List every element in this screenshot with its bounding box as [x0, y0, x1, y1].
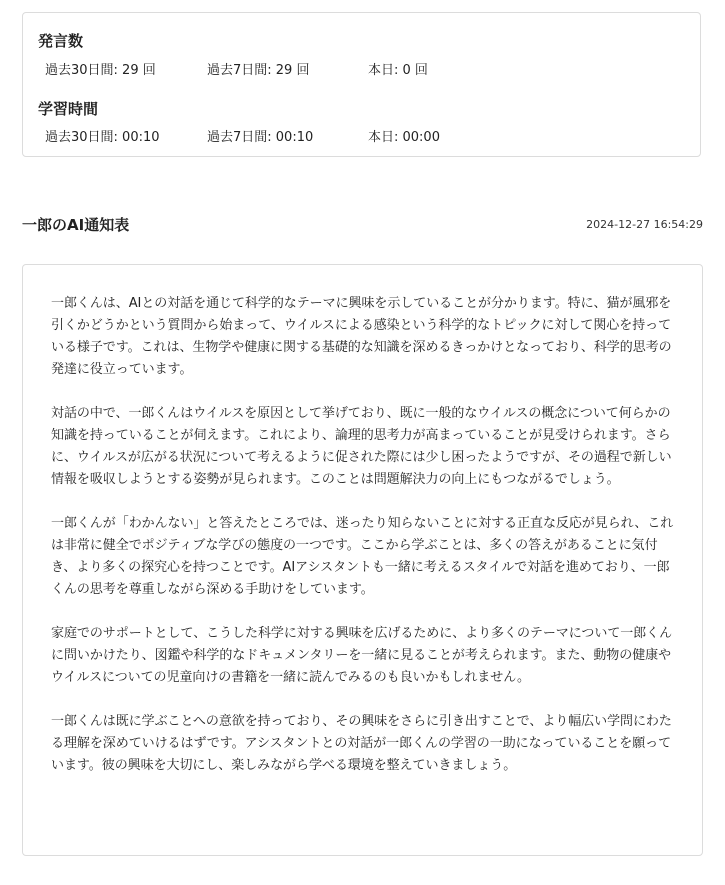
messages-title: 発言数 — [38, 32, 84, 50]
messages-stats-row — [45, 59, 685, 77]
report-paragraph: 家庭でのサポートとして、こうした科学に対する興味を広げるために、より多くのテーマについて一郎くんに問いかけたり、図鑑や科学的なドキュメンタリーを一緒に見ることが考えられます。また、動物の健康やウイルスについての児童向けの書籍を一緒に読んでみるのも良いかもしれません。 — [51, 626, 673, 685]
report-paragraph: 一郎くんが「わかんない」と答えたところでは、迷ったり知らないことに対する正直な反応が見られ、これは非常に健全でポジティブな学びの態度の一つです。ここから学ぶことは、多くの答えがあることに気付き、より多くの探究心を持つことです。AIアシスタントも一緒に考えるスタイルで対話を進めており、一郎くんの思考を尊重しながら深める手助けをしています。 — [51, 516, 674, 597]
report-header — [22, 214, 703, 236]
study-time-today: 本日: 00:00 — [368, 130, 440, 145]
report-paragraph: 対話の中で、一郎くんはウイルスを原因として挙げており、既に一般的なウイルスの概念について何らかの知識を持っていることが伺えます。これにより、論理的思考力が高まっていることが見受けられます。さらに、ウイルスが広がる状況について考えるように促された際には少し困ったようですが、その過程で新しい情報を吸収しようとする姿勢が見られます。このことは問題解決力の向上にもつながるでしょう。 — [51, 406, 672, 487]
study-time-title: 学習時間 — [38, 100, 99, 118]
study-time-past30: 過去30日間: 00:10 — [45, 130, 160, 145]
messages-today: 本日: 0 回 — [368, 63, 428, 78]
messages-past7: 過去7日間: 29 回 — [207, 63, 310, 78]
report-card — [22, 264, 703, 856]
study-time-past7: 過去7日間: 00:10 — [207, 130, 314, 145]
messages-past30: 過去30日間: 29 回 — [45, 63, 156, 78]
report-timestamp: 2024-12-27 16:54:29 — [586, 218, 703, 231]
study-time-stats-row — [45, 126, 685, 144]
report-title: 一郎のAI通知表 — [22, 216, 130, 234]
report-paragraph: 一郎くんは、AIとの対話を通じて科学的なテーマに興味を示していることが分かります。特に、猫が風邪を引くかどうかという質問から始まって、ウイルスによる感染という科学的なトピックに対して関心を持っている様子です。これは、生物学や健康に関する基礎的な知識を深めるきっかけとなっており、科学的思考の発達に役立っています。 — [51, 296, 672, 377]
stats-card — [22, 12, 701, 157]
report-paragraph: 一郎くんは既に学ぶことへの意欲を持っており、その興味をさらに引き出すことで、より幅広い学問にわたる理解を深めていけるはずです。アシスタントとの対話が一郎くんの学習の一助になっていることを願っています。彼の興味を大切にし、楽しみながら学べる環境を整えていきましょう。 — [51, 714, 672, 773]
